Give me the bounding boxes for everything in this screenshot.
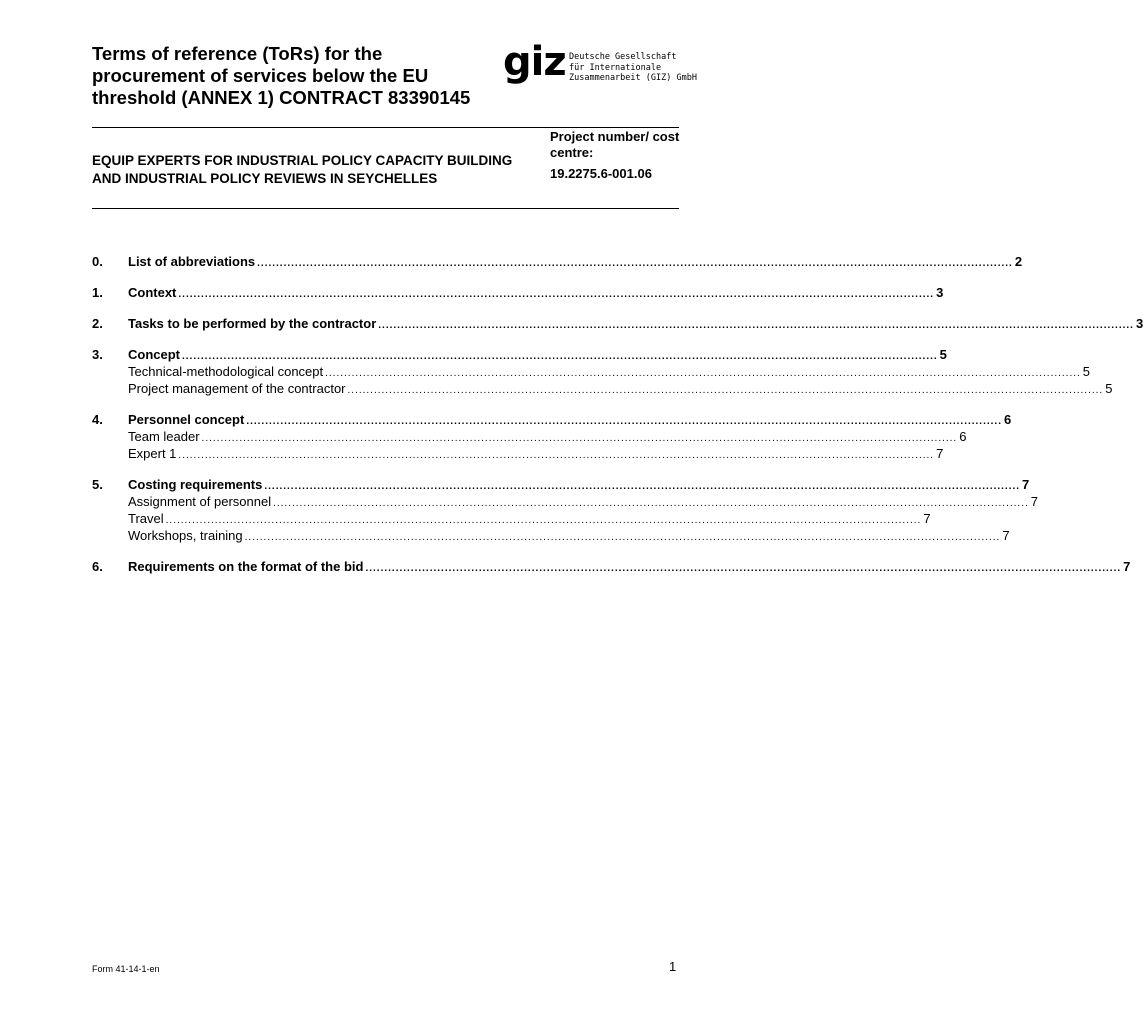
- toc-leader-dots: ........................................................................................................................................................................................................: [264, 481, 1021, 492]
- toc-subentry-label: Assignment of personnel: [128, 494, 272, 509]
- toc-entry[interactable]: [92, 559, 1131, 576]
- document-title: Terms of reference (ToRs) for the procurement of services below the EU threshold (ANNEX 1) CONTRACT 83390145: [92, 43, 471, 108]
- table-of-contents: [92, 254, 1143, 590]
- toc-leader-dots: ........................................................................................................................................................................................................: [325, 368, 1081, 379]
- toc-entry-label: List of abbreviations: [128, 254, 256, 269]
- toc-entry[interactable]: [92, 347, 947, 364]
- toc-entry-number: 0.: [92, 254, 103, 269]
- toc-leader-dots: ........................................................................................................................................................................................................: [365, 563, 1122, 574]
- logo-line-1: Deutsche Gesellschaft: [569, 52, 677, 62]
- toc-entry-label: Context: [128, 285, 177, 300]
- toc-entry-number: 3.: [92, 347, 103, 362]
- toc-subentry-label: Project management of the contractor: [128, 381, 346, 396]
- toc-section: [92, 316, 1143, 333]
- toc-entry[interactable]: [92, 316, 1143, 333]
- toc-subentry[interactable]: [92, 429, 967, 446]
- toc-entry-number: 5.: [92, 477, 103, 492]
- toc-entry-number: 4.: [92, 412, 103, 427]
- toc-entry-label: Tasks to be performed by the contractor: [128, 316, 377, 331]
- toc-subentry-label: Expert 1: [128, 446, 177, 461]
- toc-subentry[interactable]: [92, 511, 931, 528]
- toc-entry-number: 1.: [92, 285, 103, 300]
- toc-leader-dots: ........................................................................................................................................................................................................: [165, 515, 922, 526]
- toc-leader-dots: ........................................................................................................................................................................................................: [182, 351, 938, 362]
- toc-entry-page: 3: [1135, 316, 1143, 331]
- toc-subentry-label: Team leader: [128, 429, 200, 444]
- toc-section: [92, 559, 1131, 576]
- logo-line-2: für Internationale: [569, 62, 662, 73]
- toc-subentry-page: 7: [1030, 494, 1038, 509]
- toc-subentry-page: 6: [959, 429, 967, 444]
- toc-section: [92, 254, 1023, 271]
- bottom-divider: [92, 208, 679, 209]
- toc-entry-page: 7: [1123, 559, 1131, 574]
- toc-entry-page: 2: [1014, 254, 1023, 269]
- project-number-label: Project number/ cost centre:: [550, 129, 680, 160]
- toc-section: [92, 477, 1038, 545]
- giz-logo-mark: giz: [503, 39, 566, 85]
- project-number-value: 19.2275.6-001.06: [550, 166, 652, 181]
- toc-leader-dots: ........................................................................................................................................................................................................: [257, 258, 1013, 269]
- toc-entry-page: 3: [936, 285, 944, 300]
- toc-subentry-page: 7: [936, 446, 944, 461]
- toc-subentry[interactable]: [92, 528, 1010, 545]
- page-number: 1: [669, 959, 677, 974]
- toc-subentry-label: Workshops, training: [128, 528, 243, 543]
- toc-subentry-page: 5: [1105, 381, 1113, 396]
- toc-leader-dots: ........................................................................................................................................................................................................: [178, 450, 935, 461]
- toc-subentry-label: Technical-methodological concept: [128, 364, 324, 379]
- toc-leader-dots: ........................................................................................................................................................................................................: [246, 416, 1002, 427]
- toc-leader-dots: ........................................................................................................................................................................................................: [347, 385, 1104, 396]
- toc-subentry[interactable]: [92, 446, 944, 463]
- toc-entry-label: Requirements on the format of the bid: [128, 559, 364, 574]
- toc-entry-label: Concept: [128, 347, 180, 362]
- top-divider: [92, 127, 679, 128]
- toc-entry-page: 5: [939, 347, 947, 362]
- toc-subentry-label: Travel: [128, 511, 164, 526]
- toc-entry-page: 6: [1003, 412, 1012, 427]
- toc-subentry-page: 7: [923, 511, 931, 526]
- toc-entry[interactable]: [92, 285, 944, 302]
- toc-entry-label: Personnel concept: [128, 412, 245, 427]
- toc-leader-dots: ........................................................................................................................................................................................................: [244, 532, 1001, 543]
- toc-subentry[interactable]: [92, 494, 1038, 511]
- toc-leader-dots: ........................................................................................................................................................................................................: [201, 433, 958, 444]
- toc-entry-page: 7: [1022, 477, 1030, 492]
- logo-line-3: Zusammenarbeit (GIZ) GmbH: [569, 73, 697, 83]
- giz-logo-text: [569, 52, 697, 84]
- toc-entry[interactable]: [92, 477, 1030, 494]
- toc-leader-dots: ........................................................................................................................................................................................................: [378, 320, 1134, 331]
- document-subject: EQUIP EXPERTS FOR INDUSTRIAL POLICY CAPACITY BUILDING AND INDUSTRIAL POLICY REVIEWS IN SEYCHELLES: [92, 153, 513, 186]
- toc-subentry[interactable]: [92, 364, 1091, 381]
- toc-leader-dots: ........................................................................................................................................................................................................: [273, 498, 1029, 509]
- toc-entry[interactable]: [92, 412, 1012, 429]
- toc-section: [92, 285, 944, 302]
- form-number: Form 41-14-1-en: [92, 964, 160, 974]
- toc-leader-dots: ........................................................................................................................................................................................................: [178, 289, 935, 300]
- giz-logo: [503, 39, 697, 92]
- toc-subentry-page: 5: [1082, 364, 1091, 379]
- toc-subentry[interactable]: [92, 381, 1113, 398]
- toc-entry-number: 6.: [92, 559, 103, 574]
- toc-subentry-page: 7: [1002, 528, 1010, 543]
- toc-entry-label: Costing requirements: [128, 477, 263, 492]
- toc-entry-number: 2.: [92, 316, 103, 331]
- toc-section: [92, 412, 1012, 463]
- toc-section: [92, 347, 1113, 398]
- toc-entry[interactable]: [92, 254, 1023, 271]
